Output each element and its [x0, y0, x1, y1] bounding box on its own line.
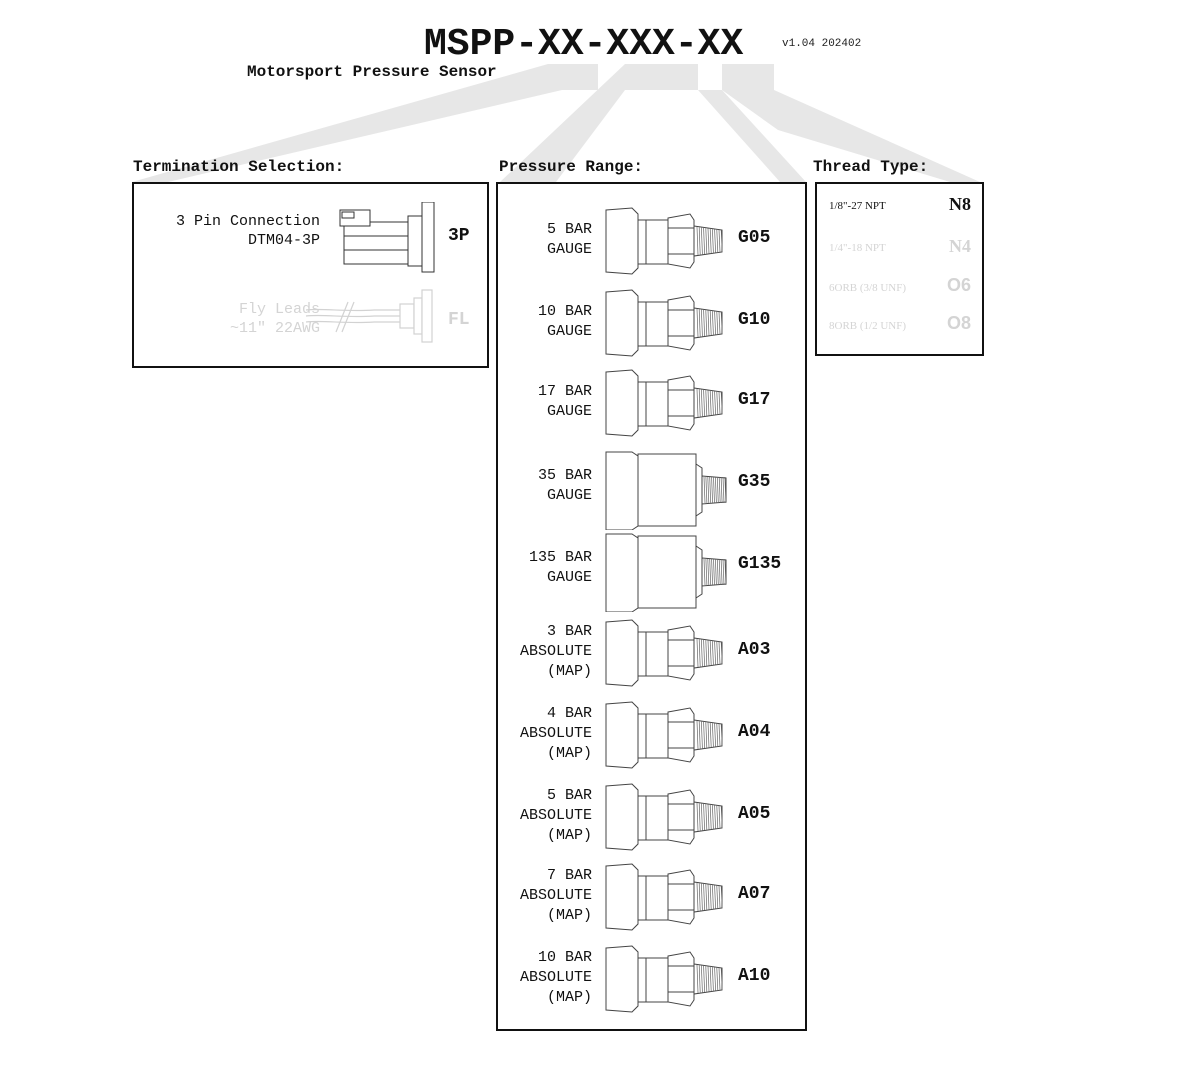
thread-option-code: N8: [949, 194, 971, 214]
pressure-range-description: 10 BAR ABSOLUTE (MAP): [519, 949, 592, 1006]
sensor-icon: [604, 942, 734, 1022]
thread-option-description: 1/8"-27 NPT: [829, 200, 886, 212]
pressure-range-code: G135: [738, 554, 782, 574]
pressure-range-description: 7 BAR ABSOLUTE (MAP): [519, 867, 592, 924]
sensor-icon: [604, 860, 734, 940]
pressure-range-code: G35: [738, 472, 771, 492]
termination-box: [132, 182, 489, 368]
product-subtitle: Motorsport Pressure Sensor: [247, 63, 497, 81]
pressure-range-option-a10[interactable]: [498, 938, 804, 1018]
pressure-range-description: 5 BAR GAUGE: [546, 221, 592, 258]
thread-option-n4[interactable]: [817, 234, 981, 272]
version-label: v1.04 202402: [782, 38, 862, 50]
sensor-icon: [604, 204, 734, 284]
thread-option-code: O8: [946, 313, 971, 333]
termination-option-fl[interactable]: [134, 288, 486, 358]
sensor-large-icon: [604, 532, 734, 612]
pressure-range-description: 4 BAR ABSOLUTE (MAP): [519, 705, 592, 762]
sensor-icon: [604, 698, 734, 778]
thread-option-description: 1/4"-18 NPT: [829, 242, 886, 254]
pressure-range-description: 3 BAR ABSOLUTE (MAP): [519, 623, 592, 680]
pressure-range-code: A05: [738, 804, 771, 824]
sensor-icon: [604, 366, 734, 446]
thread-option-o6[interactable]: [817, 274, 981, 312]
pressure-range-option-g17[interactable]: [498, 362, 804, 442]
termination-option-3p[interactable]: [134, 202, 486, 272]
pressure-range-code: A03: [738, 640, 771, 660]
pressure-range-section-label: Pressure Range:: [499, 158, 644, 176]
thread-option-n8[interactable]: [817, 190, 981, 228]
pressure-range-option-a07[interactable]: [498, 856, 804, 936]
pressure-range-description: 10 BAR GAUGE: [537, 303, 592, 340]
connector-icon: [332, 202, 442, 276]
sensor-large-icon: [604, 450, 734, 530]
pressure-range-option-a05[interactable]: [498, 776, 804, 856]
pressure-range-code: A04: [738, 722, 771, 742]
termination-option-code: 3P: [448, 226, 470, 246]
part-number-title: MSPP-XX-XXX-XX: [424, 23, 744, 66]
sensor-icon: [604, 780, 734, 860]
pressure-range-option-g35[interactable]: [498, 446, 804, 528]
pressure-range-description: 135 BAR GAUGE: [528, 549, 592, 586]
thread-option-code: O6: [946, 275, 971, 295]
termination-option-description: 3 Pin Connection DTM04-3P: [175, 213, 320, 249]
pressure-range-description: 35 BAR GAUGE: [537, 467, 592, 504]
pressure-range-option-a04[interactable]: [498, 694, 804, 774]
pressure-range-code: A07: [738, 884, 771, 904]
thread-option-o8[interactable]: [817, 312, 981, 350]
pressure-range-option-g10[interactable]: [498, 282, 804, 362]
thread-option-description: 8ORB (1/2 UNF): [829, 320, 907, 332]
pressure-range-option-g135[interactable]: [498, 528, 804, 610]
pressure-range-box: [496, 182, 807, 1031]
pressure-range-description: 17 BAR GAUGE: [537, 383, 592, 420]
thread-type-box: [815, 182, 984, 356]
thread-option-description: 6ORB (3/8 UNF): [829, 282, 907, 294]
pressure-range-option-g05[interactable]: [498, 200, 804, 280]
pressure-range-code: G10: [738, 310, 771, 330]
pressure-range-code: G17: [738, 390, 771, 410]
pressure-range-code: G05: [738, 228, 771, 248]
pressure-range-code: A10: [738, 966, 771, 986]
pressure-range-description: 5 BAR ABSOLUTE (MAP): [519, 787, 592, 844]
sensor-icon: [604, 286, 734, 366]
thread-type-section-label: Thread Type:: [813, 158, 929, 176]
termination-option-description: Fly Leads ~11" 22AWG: [229, 301, 320, 337]
thread-option-code: N4: [949, 236, 971, 256]
termination-option-code: FL: [448, 310, 470, 330]
fly-leads-icon: [304, 288, 444, 348]
termination-section-label: Termination Selection:: [133, 158, 345, 176]
pressure-range-option-a03[interactable]: [498, 612, 804, 692]
sensor-icon: [604, 616, 734, 696]
